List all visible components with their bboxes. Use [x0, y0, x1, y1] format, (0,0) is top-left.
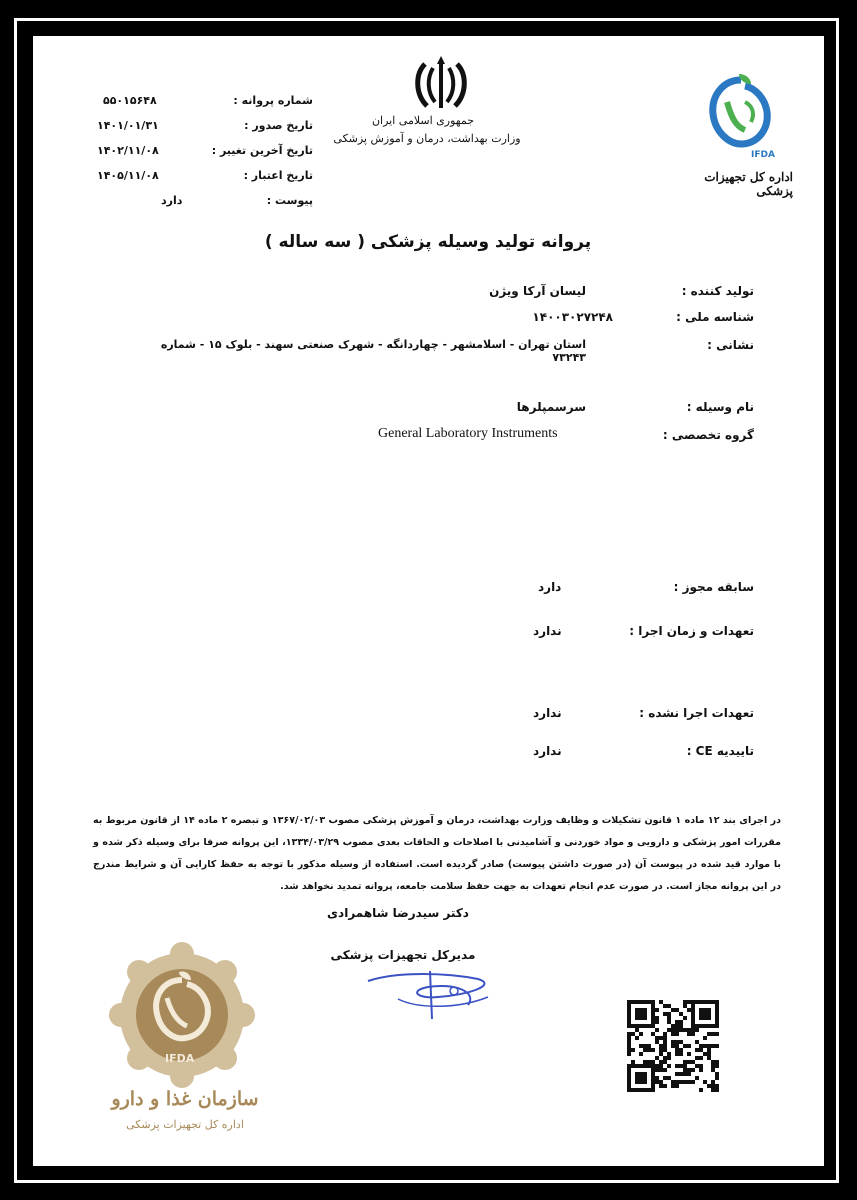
producer-value: لیسان آرکا ویژن	[489, 284, 586, 298]
group-label: گروه تخصصی :	[662, 428, 754, 442]
signatory-position: مدیرکل تجهیزات پزشکی	[330, 948, 476, 962]
ministry-line-2: وزارت بهداشت، درمان و آموزش پزشکی	[333, 132, 521, 145]
license-number-row	[93, 94, 313, 119]
license-history-value: دارد	[538, 580, 562, 594]
device-name-label: نام وسیله :	[686, 400, 754, 414]
validity-value: ۱۴۰۵/۱۱/۰۸	[97, 169, 159, 182]
license-document	[33, 36, 824, 1166]
license-number-label: شماره پروانه :	[233, 94, 313, 107]
attachment-value: دارد	[161, 194, 183, 207]
issue-date-label: تاریخ صدور :	[244, 119, 313, 132]
ifda-logo-text: IFDA	[751, 150, 775, 160]
address-value: استان تهران - اسلامشهر - چهاردانگه - شهرک صنعتی سهند - بلوک ۱۵ - شماره ۷۳۲۴۳	[160, 338, 586, 364]
national-id-label: شناسه ملی :	[676, 310, 754, 324]
signature-icon	[358, 951, 508, 1021]
seal-text: IFDA	[165, 1052, 195, 1065]
issue-date-row	[93, 119, 313, 144]
validity-label: تاریخ اعتبار :	[243, 169, 313, 182]
group-value: General Laboratory Instruments	[378, 426, 558, 441]
last-change-value: ۱۴۰۲/۱۱/۰۸	[97, 144, 159, 157]
device-name-value: سرسمپلرها	[516, 400, 586, 414]
national-id-value: ۱۴۰۰۳۰۲۷۲۴۸	[532, 310, 613, 324]
qr-code-icon	[627, 1000, 719, 1092]
last-change-row	[93, 144, 313, 169]
license-meta	[93, 94, 313, 219]
ce-value: ندارد	[533, 744, 562, 758]
legal-paragraph: در اجرای بند ۱۲ ماده ۱ قانون تشکیلات و وظایف وزارت بهداشت، درمان و آموزش پزشکی مصوب ۱۳۶۷/۰۲/۰۳ و تبصره ۲ ماده ۱۴ از قانون مربوط به مقررات امور پزشکی و دارویی و مواد خوردنی و آشامیدنی با اصلاحات و الحاقات بعدی مصوب ۱۳۳۴/۰۳/۲۹، این پروانه صرفا برای وسیله ذکر شده و با موارد قید شده در پیوست آن (در صورت داشتن پیوست) صادر گردیده است. استفاده از وسیله مذکور با توجه به حفظ کارایی آن و شرایط مندرج در این پروانه مجاز است. در صورت عدم انجام تعهدات به جهت حفظ سلامت جامعه، پروانه تمدید نخواهد شد.	[93, 815, 781, 892]
executed-obligations-label: تعهدات اجرا نشده :	[639, 706, 754, 720]
address-label: نشانی :	[707, 338, 754, 352]
iran-emblem-icon	[411, 56, 471, 114]
ifda-logo	[693, 72, 793, 198]
attachment-row	[93, 194, 313, 219]
seal-dept: اداره کل تجهیزات پزشکی	[126, 1118, 244, 1131]
time-obligations-value: ندارد	[533, 624, 562, 638]
department-name: اداره کل تجهیزات پزشکی	[704, 170, 793, 198]
ifda-logo-icon	[701, 72, 781, 158]
validity-row	[93, 169, 313, 194]
producer-label: تولید کننده :	[681, 284, 754, 298]
attachment-label: پیوست :	[266, 194, 313, 207]
page-title: پروانه تولید وسیله پزشکی ( سه ساله )	[264, 232, 592, 252]
ministry-line-1: جمهوری اسلامی ایران	[371, 114, 475, 127]
seal-org: سازمان غذا و دارو	[111, 1088, 259, 1110]
license-history-label: سابقه مجوز :	[673, 580, 754, 594]
last-change-label: تاریخ آخرین تغییر :	[211, 144, 313, 157]
license-number-value: ۵۵۰۱۵۶۴۸	[103, 94, 157, 107]
issue-date-value: ۱۴۰۱/۰۱/۳۱	[97, 119, 159, 132]
ifda-seal	[95, 940, 275, 1140]
ministry-header	[333, 56, 533, 186]
executed-obligations-value: ندارد	[533, 706, 562, 720]
signatory-name: دکتر سیدرضا شاهمرادی	[327, 906, 469, 920]
ce-label: تاییدیه CE :	[686, 744, 754, 758]
ifda-seal-icon	[107, 940, 257, 1090]
time-obligations-label: تعهدات و زمان اجرا :	[629, 624, 754, 638]
